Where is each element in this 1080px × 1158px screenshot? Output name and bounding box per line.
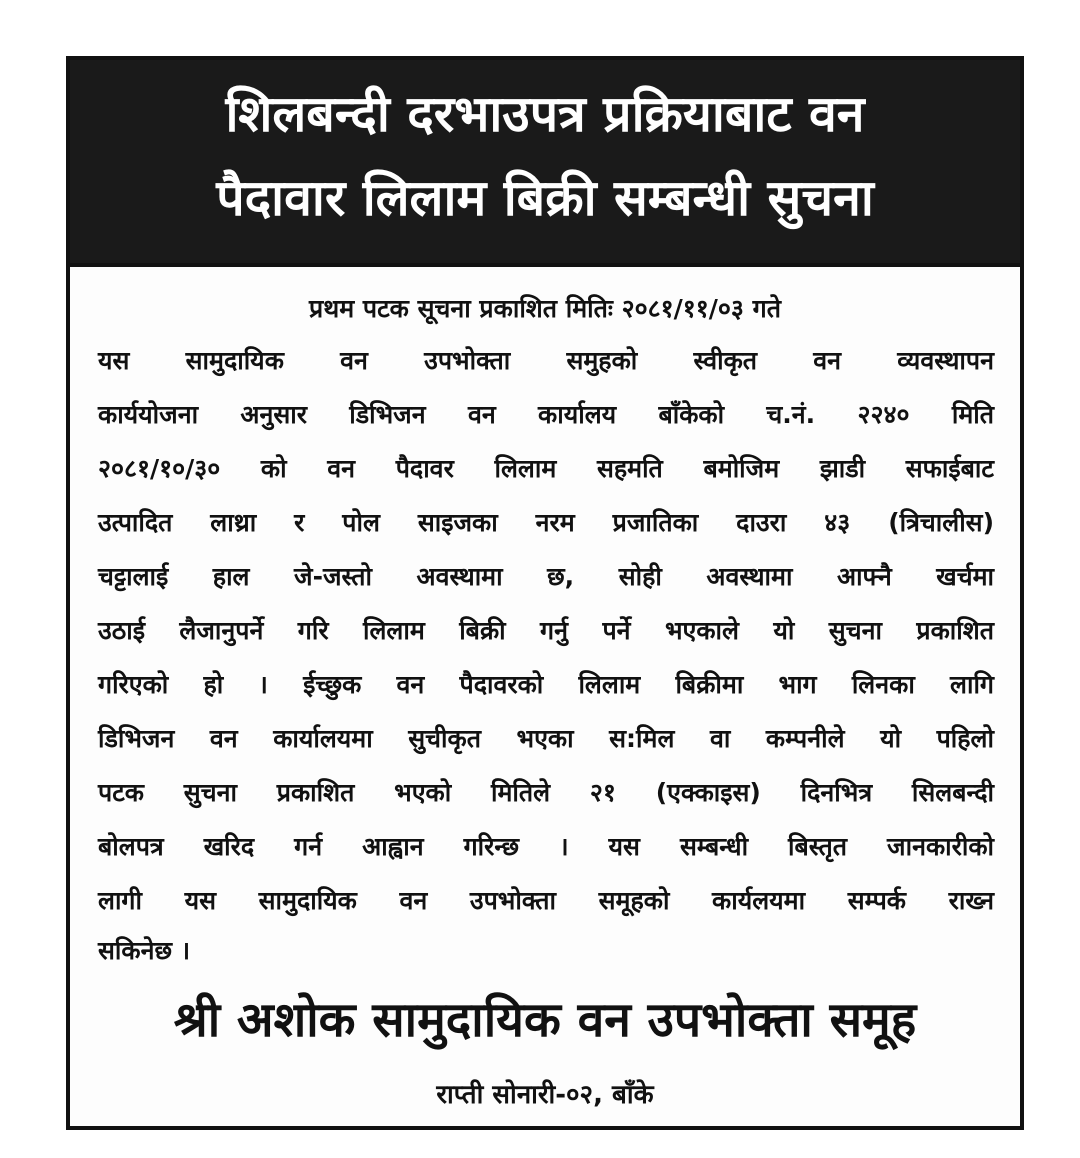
body-line: उत्पादित लाथ्रा र पोल साइजका नरम प्रजातिका दाउरा ४३ (त्रिचालीस) [98,508,994,537]
body-line: बोलपत्र खरिद गर्न आह्वान गरिन्छ । यस सम्बन्धी बिस्तृत जानकारीको [98,832,994,861]
body-line: पटक सुचना प्रकाशित भएको मितिले २१ (एक्काइस) दिनभित्र सिलबन्दी [98,778,994,807]
organization-name: श्री अशोक सामुदायिक वन उपभोक्ता समूह [173,992,917,1048]
body-line: चट्टालाई हाल जे-जस्तो अवस्थामा छ, सोही अवस्थामा आफ्नै खर्चमा [98,562,994,591]
title-banner [70,60,1020,267]
body-line: कार्ययोजना अनुसार डिभिजन वन कार्यालय बाँकेको च.नं. २२४० मिति [98,400,994,429]
notice-title-line-1: शिलबन्दी दरभाउपत्र प्रक्रियाबाट वन [225,85,865,143]
notice-title-line-2: पैदावार लिलाम बिक्री सम्बन्धी सुचना [216,169,874,227]
body-line: यस सामुदायिक वन उपभोक्ता समुहको स्वीकृत वन व्यवस्थापन [98,346,994,375]
organization-address: राप्ती सोनारी-०२, बाँके [436,1080,654,1110]
body-line: डिभिजन वन कार्यालयमा सुचीकृत भएका स:मिल वा कम्पनीले यो पहिलो [98,724,994,753]
body-line: लागी यस सामुदायिक वन उपभोक्ता समूहको कार्यलयमा सम्पर्क राख्न [98,886,994,915]
body-line: सकिनेछ । [98,936,191,965]
published-date: प्रथम पटक सूचना प्रकाशित मितिः २०८१/११/०३ गते [309,294,781,323]
body-line: २०८१/१०/३० को वन पैदावर लिलाम सहमति बमोजिम झाडी सफाईबाट [98,454,994,483]
body-line: उठाई लैजानुपर्ने गरि लिलाम बिक्री गर्नु पर्ने भएकाले यो सुचना प्रकाशित [98,616,994,645]
notice-box [66,56,1024,1130]
body-line: गरिएको हो । ईच्छुक वन पैदावरको लिलाम बिक्रीमा भाग लिनका लागि [98,670,994,699]
